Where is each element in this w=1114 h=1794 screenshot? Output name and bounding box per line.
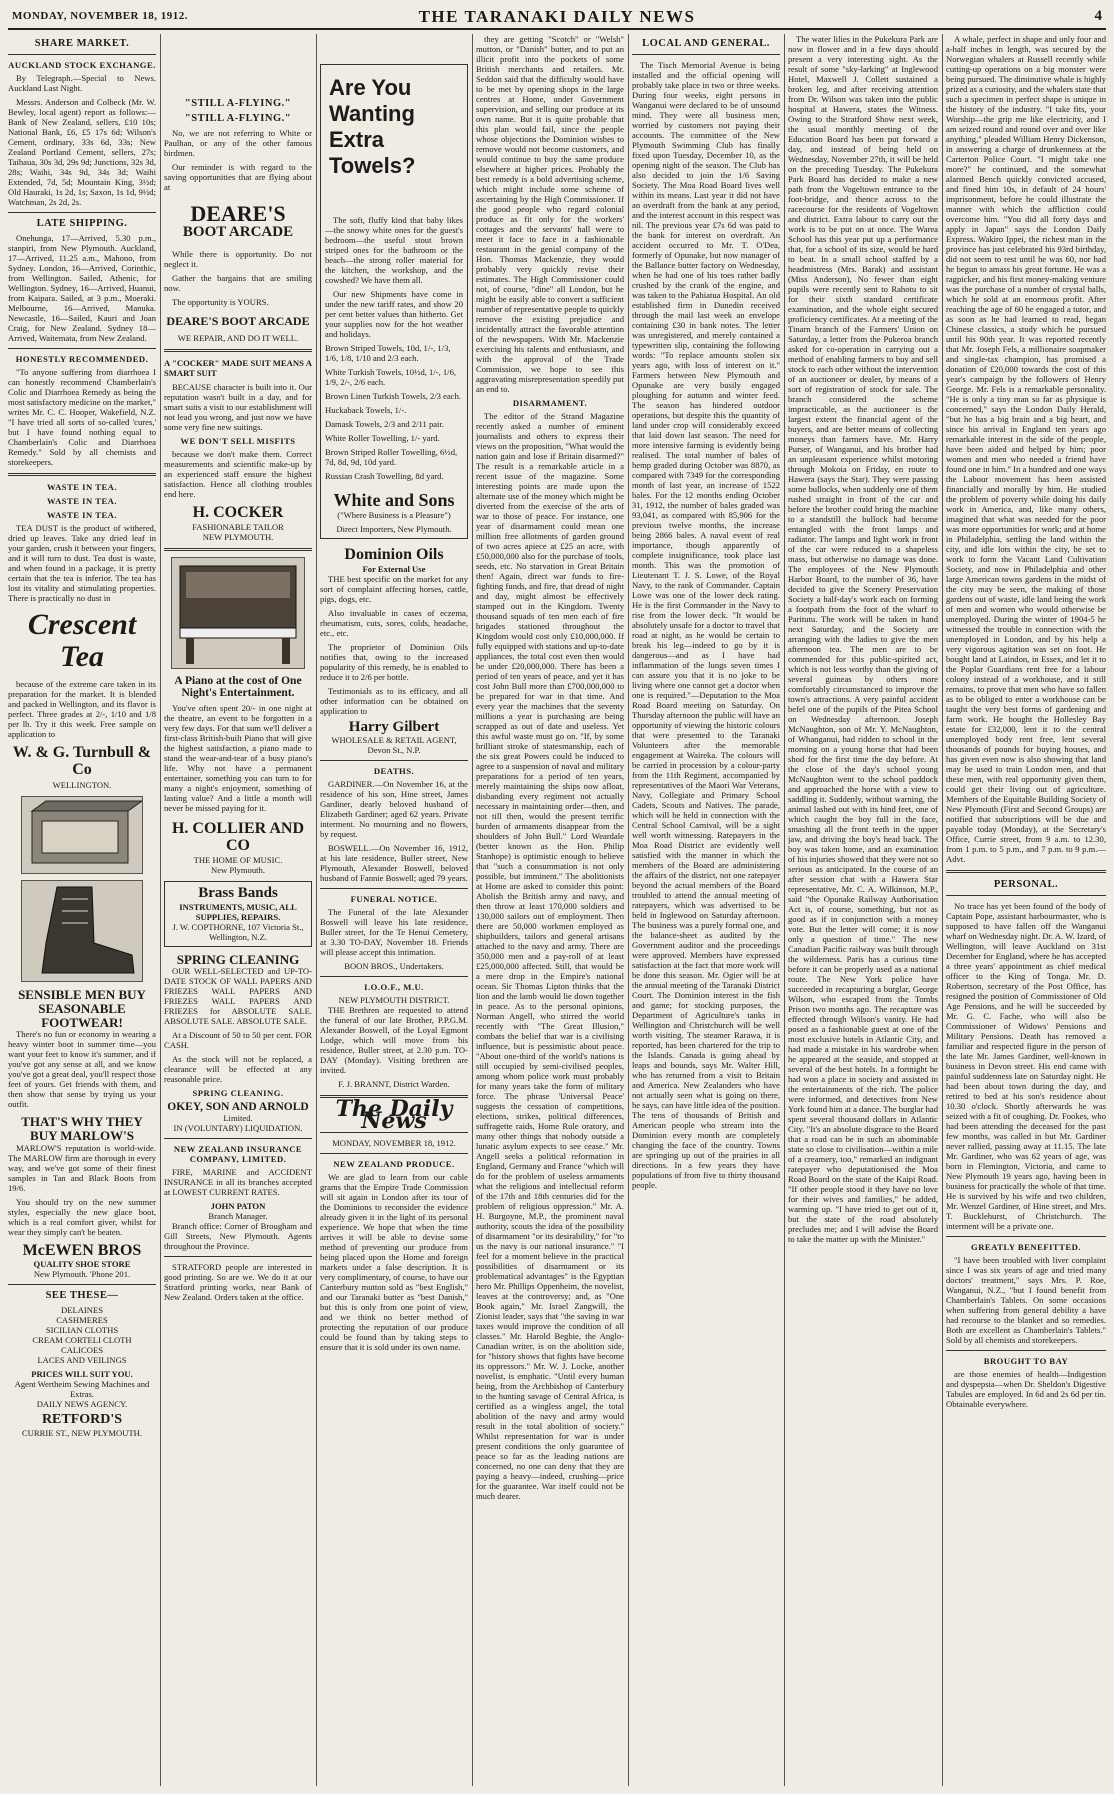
stratford-printing: STRATFORD people are interested in good printing. So are we. We do it at our Stratford printing works, near Bank of New Zealand. Orders taken at the office. [164,1262,312,1303]
towel-text: The soft, fluffy kind that baby likes—the snowy white ones for the guest's bedroom—the useful stout brown striped ones for the bathroom or the beach—the strong roller material for the kitchen, the workshop, and the cowshed? We have them all. [325,215,463,285]
iof-sign: F. J. BRANNT, District Warden. [338,1079,450,1090]
cocker-text: BECAUSE character is built into it. Our reputation wasn't built in a day, and for smart suits a visit to our establishment will not lead you wrong, and just now we have some very fine new suitings. [164,382,312,433]
okey-liquidation: IN (VOLUNTARY) LIQUIDATION. [173,1123,303,1134]
dominion-text-4: Testimonials as to its efficacy, and all other information can be obtained on application to [320,685,468,716]
column-2 [164,34,312,1786]
towel-item: White Roller Towelling, 1/- yard. [325,433,440,443]
towel-item: Brown Striped Towels, 10d, 1/-, 1/3, 1/6, 1/8, 1/10 and 2/3 each. [325,343,451,363]
marlow-text-2: You should try on the new summer styles, especially the new glace boot, which is a real comfort giver, whilst for wear they simply can't be beaten. [8,1196,156,1237]
funeral-heading: FUNERAL NOTICE. [350,894,438,905]
column-rule [784,34,785,1786]
local-general-text: The Tisch Memorial Avenue is being installed and the official opening will probably take place in two or three weeks. During four weeks, eight persons in Wanganui were declared to be of unsound mind. They were all business men, worried by customers not paying their accounts. The committee of the New Plymouth Swimming Club has finally fixed upon Tuesday, December 10, as the opening night of the season. The Club has also decided to join the 1/6 Saving Society. The Moa Road Board lives well within its means. Last year it did not have an overdraft from the bank at any period, and the interest account in this respect was nil. The previous year £7s 6d was paid to the bank for interest on overdraft. An accident occurred to Mr. T. O'Dea, formerly of Opunake, but now manager of the Ballance butter factory on Wednesday, when he had one of his toes rather badly crushed by the crank of the engine, and was taken to the Pahiatua Hospital. An old established firm in Dunedin received through the mail last week an envelope containing £30 in bank notes. The letter was unregistered, and merely contained a typewritten slip, containing the following words: "To replace amounts stolen six years ago, with loss of interest on it." Farmers between New Plymouth and Opunake are very busily engaged ploughing for autumn and winter feed. The season has hindered outdoor operations, but despite this the quantity of land under crop will considerably exceed that laid down last season. The need for more intensive farming is evidently being realised. The total number of bales of hemp graded during October was 8870, as compared with 7349 for the corresponding month of last year, an increase of 1522 bales. For the 12 months ending October 31, 1912, the number of bales graded was 93,041, as compared with 85,906 for the previous twelve months, the increase being 2866 bales. A naval event of real importance, though apparently of complete insignificance, took place last month. This was the promotion of Lieutenant T. J. S. Lowe, of the Royal Navy, to the rank of Commander. Captain Lowe was one of the lower deck rating. He is the first Commander in the Navy to rise from the lower deck. "It would be absolutely unsafe for a doctor to travel that road at night, as he would be certain to break his leg—indeed to go by it is dangerous—and as I have had inflammation of the lungs seven times I can assure you that it is no joke to be living where one cannot get a doctor when one is required."—Deputation to the Moa Road Board meeting on Saturday. On Thursday afternoon the public will have an opportunity of viewing the historic colours that were presented to the Taranaki Volunteers after the memorable engagement at Waireka. The colours will be carried in procession by a colour-party from the 11th Regiment, accompanied by representatives of the Maori War Veterans, Navy, Collegiate and Primary School Cadets, Scouts and Natives. The parade, which will be held in connection with the Central School Carnival, will be a sight well worth witnessing. Ratepayers in the Moa Road District are evidently well satisfied with the manner in which the members of the Board are administering the affairs of the district, not one ratepayer beyond the actual members of the Board troubled to attend the annual meeting of ratepayers, which was advertised to be held in Inglewood on Saturday afternoon. The business was a purely formal one, and the balance-sheet as audited by the Government auditor and the proceedings were approved. Members have expressed satisfaction at the fact that more work will be done this season. Mr. Ogier will be at the annual meeting of the Taranaki District Court. The Dominion interest in the fish and game; for stocking purposes, the Department of Agriculture's tanks in Wellington and Christchurch will be well worth visiting. The steamer Rarawa, it is reported, has been chartered for the trip to the Islands. Canada is going ahead by leaps and bounds, says Mr. Walter Hill, who has returned from a visit to Britain and America. New Zealanders who have not actually seen what is going on there, he says, can have little idea of the position. The tens of thousands of British and American people who stream into the Dominion every month are completely changing the face of the country. Towns are springing up out of the prairies in all directions. In a few years they have populations of from five to thirty thousand people. [632,60,780,1191]
turnbull-city: WELLINGTON. [52,780,112,791]
misfits-heading: WE DON'T SELL MISFITS [180,436,296,447]
spring-cleaning-heading: SPRING CLEANING [176,951,300,967]
white-sons-importers: Direct Importers, New Plymouth. [336,523,452,534]
marlow-text: MARLOW'S reputation is world-wide. The MARLOW firm are thorough in every way, and we've got some of their finest samples in Tan and Black Boots from 19/6. [8,1142,156,1193]
brought-to-bay-text: are those enemies of health—Indigestion and dyspepsia—when Dr. Sheldon's Digestive Tabules are employed. In 6d and 2s 6d per tin. Obtainable everywhere. [946,1369,1106,1410]
towel-item: White Turkish Towels, 10½d, 1/-, 1/6, 1/9, 2/-, 2/6 each. [325,367,457,387]
personal-heading: PERSONAL. [993,879,1059,890]
column-rule [628,34,629,1786]
deare-arcade: BOOT ARCADE [182,223,294,240]
column-6 [788,34,938,1786]
nz-insurance-text: FIRE, MARINE and ACCIDENT INSURANCE in all its branches accepted at LOWEST CURRENT RATES. [164,1167,312,1198]
towels-heading-2: Wanting [329,101,415,126]
benefitted-text: "I have been troubled with liver complaint since I was six years of age and tried many doctors' treatment," says Mrs. P. Roe, Wanganui, N.Z., "but I found benefit from Chamberlain's Tablets. On some occasions when suffering from general debility a have had recourse to the blanket and so remedies. Both are excellent as Chamberlain's Tablets." Sold by all chemists and storekeepers. [946,1255,1106,1346]
brass-sub: INSTRUMENTS, MUSIC, ALL SUPPLIES, REPAIRS. [179,901,297,922]
see-item: CALICOES [60,1344,104,1355]
masthead [8,6,1106,30]
still-flying-2: "STILL A-FLYING." [184,113,292,125]
masthead-date: MONDAY, NOVEMBER 18, 1912. [12,10,188,22]
iof-sub: NEW PLYMOUTH DISTRICT. [338,995,450,1006]
boot-image [21,880,143,982]
shipping-text: Onehunga, 17—Arrived, 5.30 p.m., stanpiri, from New Plymouth. Auckland, 17—Arrived, 11.25 a.m., Mahono, from Sydney. London, 16—Arrived, Corinthic, from Wellington. Sailed, Athenic, for Wellington. Sydney, 16—Arrived, Huanui, from Kaipara. Sailed, at 3 p.m., Moeraki. Melbourne, 16—Arrived, Manuka. Newcastle, 16—Sailed, Kauri and Joan Craig, for New Zealand. Sydney 18—Arrived, Waitemata, from New Zealand. [8,232,156,343]
paton-name: JOHN PATON [210,1201,266,1212]
waste-heading-1: WASTE IN TEA. [46,481,118,492]
marlow-heading-1: THAT'S WHY THEY [21,1114,143,1130]
daily-news-date: MONDAY, NOVEMBER 18, 1912. [332,1138,456,1149]
spring-discount: At a Discount of 50 to 50 per cent. FOR CASH. [164,1030,312,1051]
column-rule [942,34,943,1786]
okey-name: OKEY, SON AND ARNOLD [167,1101,309,1114]
disarmament-text: The editor of the Strand Magazine recently asked a number of eminent journalists and others to express their views on the proposition, "What would the nation gain and lose if Britain disarmed?" The result is a remarkable article in a recent issue of the magazine. Some interesting points are made upon the alternate use of the money which might be diverted from the exercise of the arts of war to those of peace. For instance, one year of disarmament could mean one million free allotments of garden ground of two acres apiece at £25 an acre, with £50,000,000 also for the purchase of tools, seeds, etc. No starvation in Great Britain then! Again, direct war funds to fire-fighting funds, and fire, that dread of night and day, might almost be effectively stamped out in the Kingdom. Twenty thousand squads of ten men each of fire brigades stationed throughout the Kingdom would cost only £10,000,000. If fully equipped with stations and up-to-date appliances, the total cost even then would be under £20,000,000. There has been a period of ten years of peace, and yet it has cost John Bull more than £700,000,000 to be prepared for war in that time. And every year the machines that the seventy millions a year is purchasing are being scrapped as out of date and useless. Yet this awful waste must go on. "If, by some brilliant stroke of statesmanship, each of the six great Powers could be induced to agree to a suspension of naval and military preparations for a period of ten years, merely maintaining the ships now afloat, disbanding every regiment not actually necessary in maintaining order—then, and not till then, would the present terrific burden of armaments disappear from the shoulders of John Bull." Lord Weardale (better known as the Hon. Philip Stanhope) is optimistic enough to believe that "such a consummation is not only possible, but imminent." The abolitionists at Home are asked to consider this point: Abolish the British army and navy, and then throw at least 170,000 soldiers and 130,000 sailors out of employment. Then there are 50,000 workmen employed as shipbuilders, tailors and general artisans attached to the navy and army. There are 350,000 men and a pay-roll of at least £25,000,000 affected. Still, that would be a mere drop in the Empire's national ocean. Sir Thomas Lipton thinks that the lion and the lamb would lie down together in peace. As to the personal opinions, Norman Angell, who stirred the world recently with "The Great Illusion," combats the belief that war is a civilising influence, but is pessimistic about peace. "About one-third of the world's nations is still occupied by semi-civilised peoples, among whom police work must probably for many years take the form of military force. The phrase 'Universal Peace' suggests the cessation of competitions, elections, strikes, political differences, suffragette raids, Home Rule oratory, and many other things that nobody outside a lunatic asylum expects to see cease." Mr. Angell seeks a political reformation in England, Germany and France "which will do for the problem of useless armaments what the religious and intellectual reform of the 17th and 18th centuries did for the problem of religious oppression." Mr. A. H. Burgoyne, M.P., the prominent naval authority, scouts the idea of the possibility of disarmament "or its desirability," for "to us the navy is our national insurance." "I feel for a moment believe in the practical possibilities of disarmament or its problematical advantages" is the Egyptian hero Mr. Phillips Oppenheim, the novelist, leaves at the controversy; and, as "One Book again," Mr. Israel Zangwill, the Zionist leader, says that "the saving in war taxes would improve the condition of all classes." Mr. Harold Begbie, the Anglo-Canadian writer, is on the abolition side, for "history shows that fights have become its oppressors." Mr. W. J. Locke, another novelist, is emphatic. "Until every human being, from the Archbishop of Canterbury to the hunting savage of Central Africa, is certified as a wingless angel, the total abolition of the navy and army would result in the total abolition of society." Whilst representation for war is under present conditions the only guarantee of peace so far as the leading nations are concerned, no one can deny that they are paying a heavy—indeed, crushing—price for the guarantee. War itself could not be much dearer. [476,411,624,1501]
wertheim-line: Agent Wertheim Sewing Machines and Extras. [14,1378,150,1399]
retford-name: RETFORD'S [41,1411,123,1427]
footwear-text: There's no fun or economy in wearing a heavy winter boot in summer time—you want your feet to know it's summer, and if you've got any sense at all, and we know you've got a great deal, you'll respect those feet of yours. Get friends with them, and then show that sense by trying us your outfit. [8,1029,156,1110]
dominion-oils-heading: Dominion Oils [344,545,444,563]
harry-gilbert-sub: WHOLESALE & RETAIL AGENT, Devon St., N.P. [331,735,457,756]
boon-bros: BOON BROS., Undertakers. [344,961,444,972]
brass-band-ad [164,881,312,947]
death-notice-boswell: BOSWELL.—On November 16, 1912, at his late residence, Buller street, New Plymouth, Alexander Boswell, beloved husband of Fannie Boswell; aged 79 years. [320,843,468,884]
deaths-heading: DEATHS. [373,766,415,777]
deare-name: DEARE'S [190,200,286,226]
towel-item: Huckaback Towels, 1/-. [325,405,407,415]
deare-opportunity: The opportunity is YOURS. [172,296,269,307]
see-item: CASHMERES [56,1314,108,1325]
towels-heading-4: Towels? [329,153,416,178]
misfits-text: because we don't make them. Correct measurements and scientific make-up by an experienced staff ensure the highest satisfaction. Hence all clothing troubles end here. [164,449,312,500]
deare-text: While there is opportunity. Do not neglect it. [164,248,312,269]
mcewen-name: McEWEN BROS [22,1241,142,1259]
spring-cleaning-heading-2: SPRING CLEANING. [192,1088,284,1099]
piano-drawing [172,558,304,668]
auckland-heading: AUCKLAND STOCK EXCHANGE. [8,60,156,71]
crescent-text: because of the extreme care taken in its preparation for the market. It is blended and packed in Wellington, and its flavor is perfect. Three grades at 2/-, 1/10 and 1/8 per lb. Try it this week. Free sample on application to [8,678,156,739]
death-notice-gardiner: GARDINER.—On November 16, at the residence of his son, Hine street, James Gardiner, dearly beloved husband of Elizabeth Gardiner; aged 62 years. Private interment. No mourning and no flowers, by request. [320,779,468,840]
towels-ad [320,64,468,539]
boot-drawing [22,881,142,981]
nz-insurance-heading: NEW ZEALAND INSURANCE COMPANY, LIMITED. [173,1144,303,1165]
column-1 [8,34,156,1786]
towel-text-2: Our new Shipments have come in under the new tariff rates, and show 20 per cent better values than hitherto. Get your supplies now for the hot weather and holidays. [325,289,463,339]
column-3 [320,34,468,1786]
marlow-heading-2: BUY MARLOW'S [30,1127,134,1143]
deare-repair: WE REPAIR, AND DO IT WELL. [177,333,299,344]
white-sons-motto: ("Where Business is a Pleasure") [337,509,451,520]
iof-heading: I.O.O.F., M.U. [364,982,424,993]
daily-news-masthead: The Daily News [335,1096,453,1134]
mcewen-sub: QUALITY SHOE STORE [33,1259,131,1270]
column-4 [476,34,624,1786]
share-report: Messrs. Anderson and Colbeck (Mr. W. Bewley, local agent) report as follows:—Bank of New Zealand, sellers, £10 10s; National Bank, £6, £5 17s 6d; Wilson's Cement, ordinary, 33s 6d, 33s; New Zealand Portland Cement, sellers, 27s; Taihaua, 30s 3d, 29s 9d; Junctions, 32s 3d, 28s; Waihi, 34s 9d, 34s 3d; Waihi Extended, 7d, 5d; Mountain King, 3½d; Old Hauraki, 1s 2d, 1s; Saxon, 1s 1d, 9½d; Watchman, 2s 2d, 2s. [8,97,156,208]
tea-packet-drawing [22,797,142,873]
dominion-text-2: Also invaluable in cases of eczema, rheumatism, cuts, sores, colds, headache, etc., etc. [320,607,468,638]
piano-image [171,557,305,669]
share-market-heading: SHARE MARKET. [34,38,130,49]
towels-heading-1: Are You [329,75,412,100]
local-general-continued: The water lilies in the Pukekura Park are now in flower and in a few days should present a very interesting sight. As the result of some "sky-larking" at Inglewood Hotel, Maxwell J. Collett sustained a broken leg, and after receiving attention from Dr. Wilson was taken into the public hospital at Hawera, states the Witness. Owing to the Stratford Show next week, the usual monthly meeting of the Education Board has been put forward a day, and instead of being held on Wednesday, November 27th, it will be held on the preceding Tuesday. The Pukekura Park Board has decided to make a new path from the Vogeltown entrance to the foot-bridge, and thence across to the racecourse for the residents of Vogeltown and district. Extra labour to carry out the work is to be put on at once. The Warea School has this year put up a performance that, for a school of its size, would be hard to beat. In a small school staffed by a headmistress (Mrs. Barak) and assistant (Miss Anderson), No fewer than eight pupils were recently sent to Rahotu to sit for their sixth standard certificate examination, and the whole eight secured proficiency certificates. At a meeting of the Tinarn branch of the Farmers' Union on Saturday, a letter from the Pukeroa branch asked for co-operation in carrying out a method of enabling farmers to buy and sell stock to each other without the intervention of an auctioneer or dealer, by means of a sort of registration of stock for sale. The branch considered the scheme impracticable, as the auctioneer is the largest extent the financial agent of the buyers, and are better means of collecting moneys than farmers have. Mr. Harry Purser, of Wanganui, and his brother had an unpleasant experience whilst motoring through Mokoia on Friday, en route to Hawera (says the Star). They were passing some bullocks, when suddenly one of them rushed straight in front of the car and before the brother could bring the machine to a standstill the bullock had become entangled with the front lamps and radiator. The lamps and light work in front of the car were reduced to a shapeless mass, but otherwise no damage was done. The employees of the New Plymouth Harbor Board, to the number of 36, have decided to give the Scenery Preservation Society a half-day's work each on forming a footpath from the foot of the wharf to Paritutu. The work will be taken in hand next Saturday, and the Society are arranging with the ladies to give the men afternoon tea. The men are to be commended for this public-spirited act, which is not less worthy than the giving of several guineas by others more comfortably circumstanced to improve the town's attractions. A very painful accident befel one of the pupils of the Pitea School on Wednesday afternoon. Joseph McNaughton, son of Mr. Y. McNaughton, of Whanganui, had ridden to school in the morning on a young horse that had been shod for the first time the day before. At the close of the day's school young McNaughton went to the school paddock and approached the horse with a view to saddling it. Suddenly, without warning, the animal lashed out with its hind feet, one of which caught the boy full in the face, smashing all the front teeth in the upper jaw, and driving the boy's head back. The boy was taken home, and an examination of his injuries showed that they were not so serious as anticipated. In the course of an after session chat with a Hawera Star representative, Mr. C. A. Wilkinson, M.P., said "the Opunake Railway Authorisation Act is, of course, something, but not as good as if in conjunction with a money vote. But the letter will come; it is now only a question of time." The new Canadian Pacific railway was built through the wilderness. Paris has a curious time before it can be properly used as a national route. The New York police have succeeded in recapturing a burglar, George Wilson, who escaped from the Tombs Prison two months ago. The recapture was effected through Wilson's vanity. He had posed as a fashionable guest at one of the most exclusive hotels in Atlantic City, and had made a mistake in his wardrobe when he appeared at the seaside, and stopped at several of the best hotels. In a fortnight he had won a place in society and assisted in the entertainments of the rich. The police were informed, and detectives from New York found him at a dance. The burglar had spent several thousand dollars in Atlantic City. "It's an absolute disgrace to the Board that a road can be in such an abominable state so close to civilisation—within a mile of a creamery, too," remarked an indignant ratepayer who deputationised the Moa Road Board on the state of the Kaipi Road. "If other people stood it they have no love for their wives and families," he added, warming up. "I have tried to get out of it, but the state of the road absolutely precludes me; and I will advise the Board to take the matter up with the Minister." [788,34,938,1244]
waste-heading-2: WASTE IN TEA. [46,495,118,506]
masthead-title: THE TARANAKI DAILY NEWS [418,7,696,26]
piano-text: You've often spent 20/- in one night at the theatre, an event to be forgotten in a very few days. For that sum we'll deliver a first-class British-built Piano that will give the highest satisfaction, a piano made to stand the wear-and-tear of a busy piano's life. Why not have a permanent entertainer, something you can turn to for many a night's enjoyment, something of lasting value? And a little a month will never be missed paying for it. [164,703,312,814]
paton-sub: Branch Manager. [208,1211,268,1222]
collier-name: H. COLLIER AND CO [171,820,305,854]
column-7 [946,34,1106,1786]
sensible-heading-1: SENSIBLE MEN BUY [18,987,146,1003]
towel-item: Damask Towels, 2/3 and 2/11 pair. [325,419,444,429]
still-flying-1: "STILL A-FLYING." [184,98,292,109]
white-sons-name: White and Sons [333,490,455,510]
iof-text: THE Brethren are requested to attend the funeral of our late Brother, P.P.G.M. Alexander Boswell, of the Loyal Egmont Lodge, which will move from his residence, Buller street, at 2.30 p.m. TO-DAY (Monday). Visiting brethren are invited. [320,1005,468,1076]
see-item: CREAM CORTELI CLOTH [32,1334,132,1345]
cocker-town: NEW PLYMOUTH. [202,532,274,543]
cocker-trade: FASHIONABLE TAILOR [192,522,284,533]
towels-heading-3: Extra [329,127,385,152]
waste-heading-3: WASTE IN TEA. [46,509,118,520]
personal-text: No trace has yet been found of the body of Captain Pope, assistant harbourmaster, who is supposed to have fallen off the Wanganui wharf on Wednesday night. Dr. A. W. Izard, of Wellington, will leave Auckland on 31st December for England, where he has accepted a three years' appointment as chief medical officer to the King of Tonga. Mr. D. Robertson, secretary of the Post Office, has resigned the position of Commissioner of Old Age Pensions, and he will be succeeded by Mr. G. C. Fache, who will also be Commissioner of Widows' Pensions and Military Pensions. Death has removed a familiar and respected figure in the person of the late Mr. James Gardiner, well-known in business in Devon street. His end came with painful suddenness late on Saturday night. He had been about town during the day, and retired to bed at his son's residence about 10.30 o'clock. Shortly afterwards he was seized with a fit of coughing. Dr. Fookes, who had been attending the deceased for the past few months, was called in but Mr. Gardiner never rallied, passing away at 11.15. The late Mr. Gardiner, who was 62 years of age, was born in Flemington, Victoria, and came to New Plymouth 19 years ago, having been in business for practically the whole of that time. He is survived by his wife and two children, Mr. Wenzel Gardiner, of Hine street, and Mrs. T. Bucklehurst, of Christchurch. The interment will be a private one. [946,901,1106,1232]
whale-and-fels-text: A whale, perfect in shape and only four and a-half inches in length, was secured by the Norwegian whalers at Russell recently while cutting-up operations on a big monster were being pursued. The diminutive whale is highly prized as a curiosity, and the whalers state that such a specimen in perfect shape is unique in the history of the industry. "I take fits, your Worship—the grip me like electricity, and I am seized round and round over and over like anything," pleaded William Henry Dickenson, in answering a charge of drunkenness at the Carterton Police Court. "I might take one more?" he continued, and the somewhat alarmed Bench quickly convicted accused, and fined him 10s, in default of 24 hours' imprisonment, before he could illustrate the manner with which the affliction could overcome him. "You did all forty days and apply in Japan" says the London Daily Express. Wakiro Ippei, the richest man in the province has just celebrated his 93rd birthday, did not seem to rest until he was 60, nor had he begun to amass his great fortune. He was a ragpicker, and his first money-making venture was the purchase of a number of crystal balls, which he sold at an enormous profit. After reaching the age of 60 he engaged a tutor, and as soon as he had learned to read, began Chinese classics, a study which he pursued until his 90th year. It was reported recently that Mr. Joseph Fels, a millionaire soapmaker and single-tax champion, has promised a donation of £20,000 towards the cost of this year's campaign by the followers of Henry George. Mr. Fels is a remarkable personality. "He is only a tiny man so far as physique is concerned," says the London Daily Herald, "but he has a big brain and a big heart, and since his arrival in England ten years ago remarkable interest in the side of the people, have been aided and helped by him; poor women and men who needed a friend have found one in him." In a hundred and one ways the Labour movement has been assisted financially and morally by him. He studied the problem of poverty while doing his daily work in America, and, like many others, imagined that what was needed for the poor was more opportunities for work; and at home in Philadelphia, settling the land within the city, and idle lots within the city, he set to work to form the Vacant Land Cultivation Society, and now in Philadelphia and other large American towns gardens in the midst of the city may be seen, the making of those gardens out of waste, idle land being the work of men and women who would otherwise be unemployed. During the winter of 1904-5 he witnessed the trouble in connection with the unemployed in London, and by his help a very vigorous agitation was set on foot. He bought land at Laindon, in Essex, and let it to the Poplar Guardians rent free for a labour colony instead of a workhouse, and it still remains, to prove that men who have so fallen as to be obliged to enter a workhouse can be taught the very best forms of gardening and farm work. He bought the Hollesley Bay estate for £32,000, lent it to the central unemployed body rent free, lent several thousands of pounds for buying houses, and has given even now is also showing that land may be used to train London men, and that these men, with real opportunity given them, could get their living out of agriculture. Members of the Equitable Building Society of New Plymouth (First and Second Groups) are notified that subscriptions will be due and payable today (Monday), at the Secretary's Office, Currie street, from 9 a.m. to 12.30, from 1 p.m. to 5 p.m., and 7 p.m. to 9 p.m.—Advt. [946,34,1106,864]
local-general-heading: LOCAL AND GENERAL. [642,38,770,49]
still-flying-text: No, we are not referring to White or Paulhan, or any of the other famous birdmen. [164,127,312,158]
nz-produce-text: We are glad to learn from our cable grams that the Empire Trade Commission will sit again in London after its tour of the Dominions to reconsider the evidence already given it in the light of its personal experience. We hope that when the time arrives it will be able to devise some method of preventing our produce from being placed upon the Home and foreign markets under a false description. It is very complimentary, of course, to have our Canterbury mutton sold as "best English," and our Taranaki butter as "best Danish," but this is only from one point of view, and we think no better method of protecting the reputation of our produce could be found than by taking steps to ensure that it is sold under its own name. [320,1172,468,1353]
column-rule [472,34,473,1786]
crescent-tea-logo: Crescent Tea [27,607,137,673]
towel-item: Brown Linen Turkish Towels, 2/3 each. [325,391,462,401]
towel-item: Russian Crash Towelling, 8d yard. [325,471,444,481]
honest-heading: HONESTLY RECOMMENDED. [15,353,149,364]
brought-to-bay-heading: BROUGHT TO BAY [983,1356,1069,1367]
see-item: SICILIAN CLOTHS [45,1324,119,1335]
dominion-text-3: The proprietor of Dominion Oils notifies that, owing to the increased popularity of this remedy, he is enabled to reduce it to 2/6 per bottle. [320,641,468,682]
produce-continued: they are getting "Scotch" or "Welsh" mutton, or "Danish" butter, and to put an illicit profit into the pockets of some British merchants and retailers. Mr. Seddon said that the difficulty would have to be met by opening shops in the large centres at Home, under Government supervision, and selling our produce at its own name. But it is quite probable that this plan would fail, since the people whose objections the Dominion wishes to remove would not become customers, and would continue to buy the same produce elsewhere at higher prices. Probably the best remedy is a bold advertising scheme, which might include some scheme of ascertaining by the High Commissioner. If the good people who regard colonial produce as fit only for the workers' cottages and the servants' hall were to meet it face to face in a fashionable restaurant in the genial company of the Hon. Thomas Mackenzie, they would probably very quickly revise their estimates. The High Commissioner could not, of course, "dine" all London, but he might be easily able to convert a sufficient number of representative people to quickly remove the existing prejudice and incidentally attract the favorable attention of the newspapers. With Mr. Mackenzie exercising his talents and enthusiasm, and with the approval of the Trade Commission, we hope to see this aggravating misrepresentation speedily put an end to. [476,34,624,394]
benefitted-heading: GREATLY BENEFITTED. [971,1242,1081,1253]
dominion-text: THE best specific on the market for any sort of complaint affecting horses, cattle, pigs, dogs, etc. [320,573,468,604]
sensible-heading-2: SEASONABLE FOOTWEAR! [38,1001,126,1030]
disarmament-heading: DISARMAMENT. [512,398,588,408]
see-item: LACES AND VEILINGS [37,1354,127,1365]
nz-produce-heading: NEW ZEALAND PRODUCE. [333,1159,455,1170]
cocker-heading: A "COCKER" MADE SUIT MEANS A SMART SUIT [164,358,312,379]
brass-heading: Brass Bands [198,884,278,901]
see-item: DELAINES [60,1304,103,1315]
cocker-name: H. COCKER [192,504,284,522]
retford-address: CURRIE ST., NEW PLYMOUTH. [21,1427,143,1438]
harry-gilbert-name: Harry Gilbert [348,718,440,735]
prices-line: PRICES WILL SUIT YOU. [31,1368,133,1379]
tea-packet-image [21,796,143,874]
towel-item: Brown Striped Roller Towelling, 6½d, 7d, 8d, 9d, 10d yard. [325,447,458,467]
deare-arcade-2: DEARE'S BOOT ARCADE [166,313,310,328]
turnbull-name: W. & G. Turnbull & Co [12,743,152,778]
daily-news-agency: DAILY NEWS AGENCY. [36,1398,128,1409]
still-flying-text-2: Our reminder is with regard to the saving opportunities that are flying about at [164,161,312,192]
deare-text-2: Gather the bargains that are smiling now. [164,272,312,293]
funeral-text: The Funeral of the late Alexander Boswell will leave his late residence, Buller street, for the Te Henui Cemetery, at 3.30 TO-DAY, November 18. Friends will please accept this intimation. [320,907,468,958]
mcewen-address: New Plymouth. 'Phone 201. [33,1269,131,1280]
collier-sub: THE HOME OF MUSIC. [193,854,283,865]
column-rule [316,34,317,1786]
page-number: 4 [1094,8,1102,24]
collier-town: New Plymouth. [211,864,265,875]
brass-address: J. W. COPTHORNE, 107 Victoria St., Wellington, N.Z. [172,921,304,942]
by-telegraph: By Telegraph.—Special to News. Auckland Last Night. [8,73,156,94]
dominion-oils-sub: For External Use [362,563,426,574]
paton-office: Branch office: Corner of Brougham and Gill Streets, New Plymouth. Agents throughout the Province. [164,1221,312,1252]
honest-text: "To anyone suffering from diarrhoea I can honestly recommend Chamberlain's Colic and Diarrhoea Remedy as being the most satisfactory medicine on the market," writes Mr. C. C. Hooper, Wakefield, N.Z. "I have tried all sorts of so-called 'cures,' but I have found nothing equal to Chamberlain's Colic and Diarrhoea Remedy." Sold by all chemists and storekeepers. [8,366,156,467]
spring-text: OUR WELL-SELECTED and UP-TO-DATE STOCK OF WALL PAPERS AND FRIEZES WALL PAPERS AND FRIEZES WALL PAPERS AND FRIEZES for ABSOLUTE SALE. ABSOLUTE SALE. ABSOLUTE SALE. [164,966,312,1027]
column-rule [160,34,161,1786]
column-5 [632,34,780,1786]
tea-dust-text: TEA DUST is the product of withered, dried up leaves. Take any dried leaf in your garden, crush it between your fingers, and it will turn to dust. Tea dust is waste, and when found in a package, it is pretty certain that the tea is inferior. The tea has lost its vitality and stimulating properties. There is practically no dust in [8,522,156,603]
piano-heading: A Piano at the cost of One Night's Entertainment. [174,675,302,700]
okey-sub: Limited. [223,1113,253,1124]
spring-text-2: As the stock will not be replaced, a clearance will be effected at any reasonable price. [164,1054,312,1085]
shipping-heading: LATE SHIPPING. [36,218,128,230]
see-these-heading: SEE THESE— [45,1290,119,1302]
